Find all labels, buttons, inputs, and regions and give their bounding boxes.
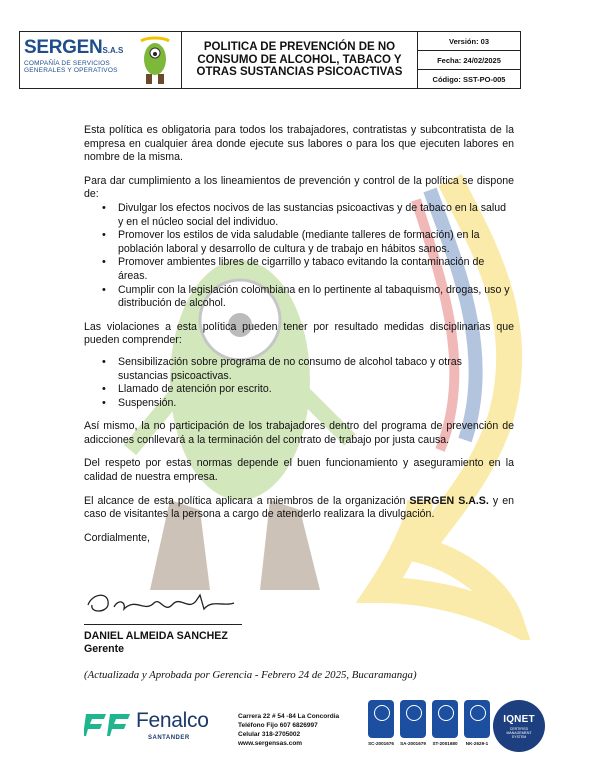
iqnet-subtitle: CERTIFIED MANAGEMENT SYSTEM <box>506 726 532 739</box>
paragraph-quality: Del respeto por estas normas depende el buen funcionamiento y aseguramiento en la calidad de nuestra empresa. <box>84 457 514 484</box>
list-item: • Suspensión. <box>84 397 514 411</box>
cert-badge <box>400 700 426 746</box>
logo-subtitle-2: GENERALES Y OPERATIVOS <box>24 67 118 74</box>
list-item: • Sensibilización sobre programa de no consumo de alcohol tabaco y otras sustancias psicoactivas. <box>84 356 514 383</box>
reach-text-end: y en caso de visitantes la persona a cargo de atenderlo realizara la divulgación. <box>84 494 515 521</box>
document-meta <box>418 32 520 88</box>
version-label: Versión: 03 <box>448 36 490 46</box>
code-label: Código: SST-PO-005 <box>418 69 520 88</box>
contact-info <box>238 712 339 748</box>
paragraph-violations: Las violaciones a esta política pueden tener por resultado medidas disciplinarias que pueden comprender: <box>84 320 514 347</box>
iqnet-seal <box>493 700 545 752</box>
list-item: • Divulgar los efectos nocivos de las sustancias psicoactivas y de tabaco en la salud y en el núcleo social del individuo. <box>84 202 514 229</box>
iqnet-title: IQNET <box>503 713 535 725</box>
list-item: • Promover los estilos de vida saludable (mediante talleres de formación) en la población laboral y desarrollo de cultura y de trabajo en hábitos sanos. <box>84 229 514 256</box>
document-title: POLITICA DE PREVENCIÓN DE NO CONSUMO DE ALCOHOL, TABACO Y OTRAS SUSTANCIAS PSICOACTIVAS <box>182 32 418 88</box>
fenalco-name: Fenalco <box>136 709 209 732</box>
icontec-icon <box>432 700 458 738</box>
handwritten-signature <box>84 587 244 627</box>
paragraph-termination: Así mismo, la no participación de los trabajadores dentro del programa de prevención de adicciones conllevará a la terminación del contrato de trabajo por justa causa. <box>84 420 514 446</box>
company-logo <box>20 32 182 88</box>
closing: Cordialmente, <box>84 531 150 544</box>
policy-body <box>84 124 514 555</box>
cert-code: SC-2001676 <box>368 741 394 746</box>
company-name: SERGEN S.A.S. <box>409 494 489 507</box>
date-label: Fecha: 24/02/2025 <box>418 50 520 69</box>
fenalco-sub: SANTANDER <box>148 735 190 741</box>
phone: Teléfono Fijo 607 6826997 <box>238 722 318 729</box>
cert-badge <box>432 700 458 746</box>
cert-code: ST-2001680 <box>432 741 458 746</box>
signatory <box>84 630 228 655</box>
list-item: • Llamado de atención por escrito. <box>84 383 514 397</box>
sanctions-list <box>84 356 514 410</box>
signature-line <box>84 624 242 625</box>
reach-text: El alcance de esta política aplicara a miembros de la organización <box>84 494 410 507</box>
cell: Celular 318-2705002 <box>238 731 301 738</box>
cert-badge <box>464 700 490 746</box>
approval-note: (Actualizada y Aprobada por Gerencia - Febrero 24 de 2025, Bucaramanga) <box>84 669 417 681</box>
certifications <box>368 700 490 746</box>
paragraph-reach <box>84 495 514 522</box>
paragraph-intro: Para dar cumplimiento a los lineamientos de prevención y control de la política se dispone de: <box>84 174 514 201</box>
list-item: • Cumplir con la legislación colombiana en lo pertinente al tabaquismo, drogas, uso y distribución de alcohol. <box>84 284 514 311</box>
logo-subtitle-1: COMPAÑÍA DE SERVICIOS <box>24 60 110 67</box>
icontec-icon <box>464 700 490 738</box>
icontec-icon <box>368 700 394 738</box>
icontec-icon <box>400 700 426 738</box>
address: Carrera 22 # 54 -84 La Concordia <box>238 713 340 720</box>
mascot-icon <box>133 35 177 87</box>
website: www.sergensas.com <box>238 740 303 747</box>
cert-code: SA-2001679 <box>400 741 426 746</box>
signatory-role: Gerente <box>84 642 125 655</box>
measures-list <box>84 202 514 311</box>
signatory-name: DANIEL ALMEIDA SANCHEZ <box>84 630 228 642</box>
logo-suffix: S.A.S <box>102 46 124 55</box>
cert-code: NK-2629-1 <box>465 741 489 746</box>
cert-badge <box>368 700 394 746</box>
list-item: • Promover ambientes libres de cigarrillo y tabaco evitando la contaminación de áreas. <box>84 256 514 283</box>
document-header <box>19 31 521 89</box>
fenalco-icon <box>84 708 134 738</box>
fenalco-logo <box>84 706 224 742</box>
logo-brand: SERGEN <box>24 37 103 58</box>
paragraph-scope: Esta política es obligatoria para todos los trabajadores, contratistas y subcontratista de la empresa en cualquier área donde ejecute sus labores o para los que ejecuten labores en nombre de la misma. <box>84 124 514 164</box>
